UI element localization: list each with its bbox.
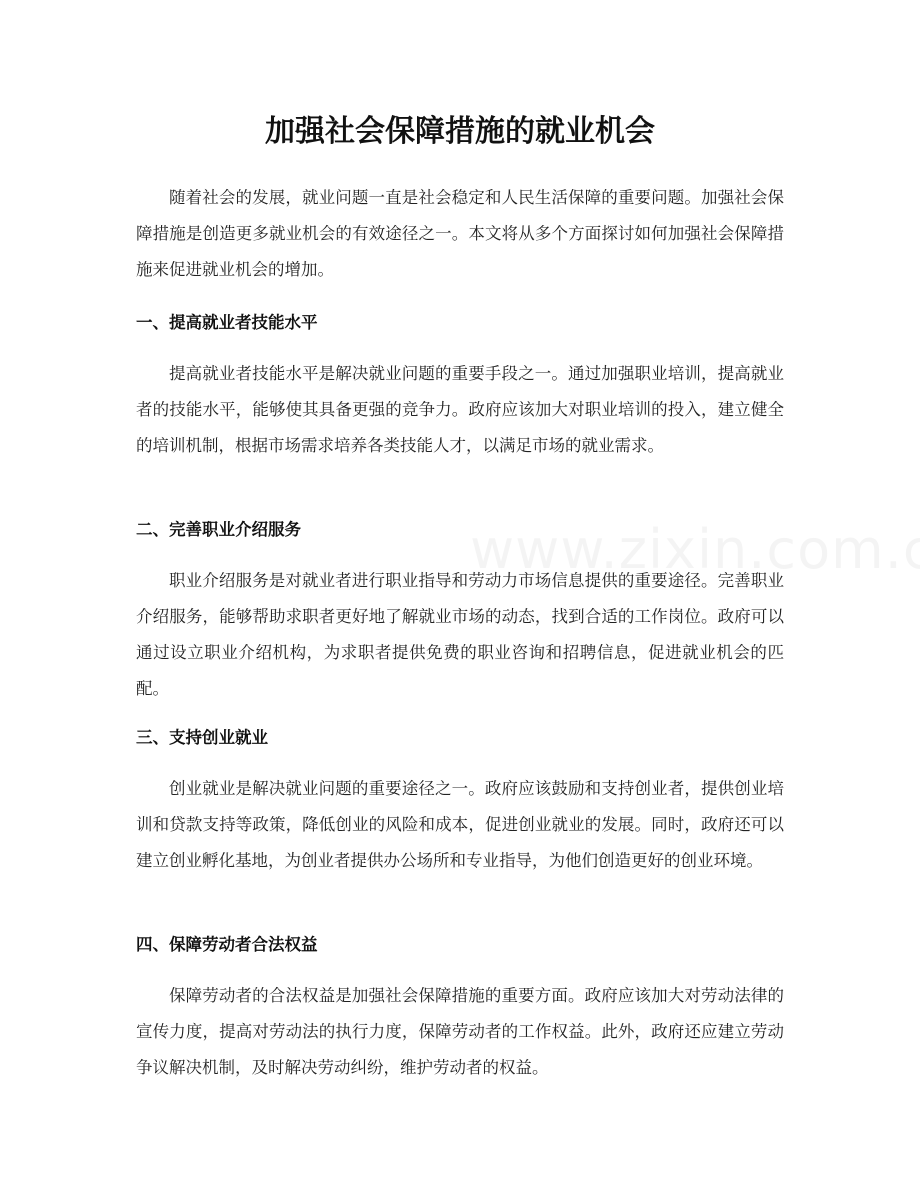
section-2-body: 职业介绍服务是对就业者进行职业指导和劳动力市场信息提供的重要途径。完善职业介绍服务，能够帮助求职者更好地了解就业市场的动态，找到合适的工作岗位。政府可以通过设立职业介绍机构，为求职者提供免费的职业咨询和招聘信息，促进就业机会的匹配。 bbox=[136, 571, 784, 698]
section-3-heading: 三、支持创业就业 bbox=[136, 728, 268, 747]
section-4-body: 保障劳动者的合法权益是加强社会保障措施的重要方面。政府应该加大对劳动法律的宣传力度，提高对劳动法的执行力度，保障劳动者的工作权益。此外，政府还应建立劳动争议解决机制，及时解决劳动纠纷，维护劳动者的权益。 bbox=[136, 986, 784, 1077]
section-4-heading: 四、保障劳动者合法权益 bbox=[136, 935, 318, 954]
document-title: 加强社会保障措施的就业机会 bbox=[265, 114, 655, 149]
section-1-heading: 一、提高就业者技能水平 bbox=[136, 313, 318, 332]
intro-paragraph: 随着社会的发展，就业问题一直是社会稳定和人民生活保障的重要问题。加强社会保障措施是创造更多就业机会的有效途径之一。本文将从多个方面探讨如何加强社会保障措施来促进就业机会的增加。 bbox=[136, 188, 784, 279]
section-3-body: 创业就业是解决就业问题的重要途径之一。政府应该鼓励和支持创业者，提供创业培训和贷款支持等政策，降低创业的风险和成本，促进创业就业的发展。同时，政府还可以建立创业孵化基地，为创业者提供办公场所和专业指导，为他们创造更好的创业环境。 bbox=[136, 779, 784, 870]
section-1-body: 提高就业者技能水平是解决就业问题的重要手段之一。通过加强职业培训，提高就业者的技能水平，能够使其具备更强的竞争力。政府应该加大对职业培训的投入，建立健全的培训机制，根据市场需求培养各类技能人才，以满足市场的就业需求。 bbox=[136, 364, 784, 455]
section-2-heading: 二、完善职业介绍服务 bbox=[136, 520, 301, 539]
